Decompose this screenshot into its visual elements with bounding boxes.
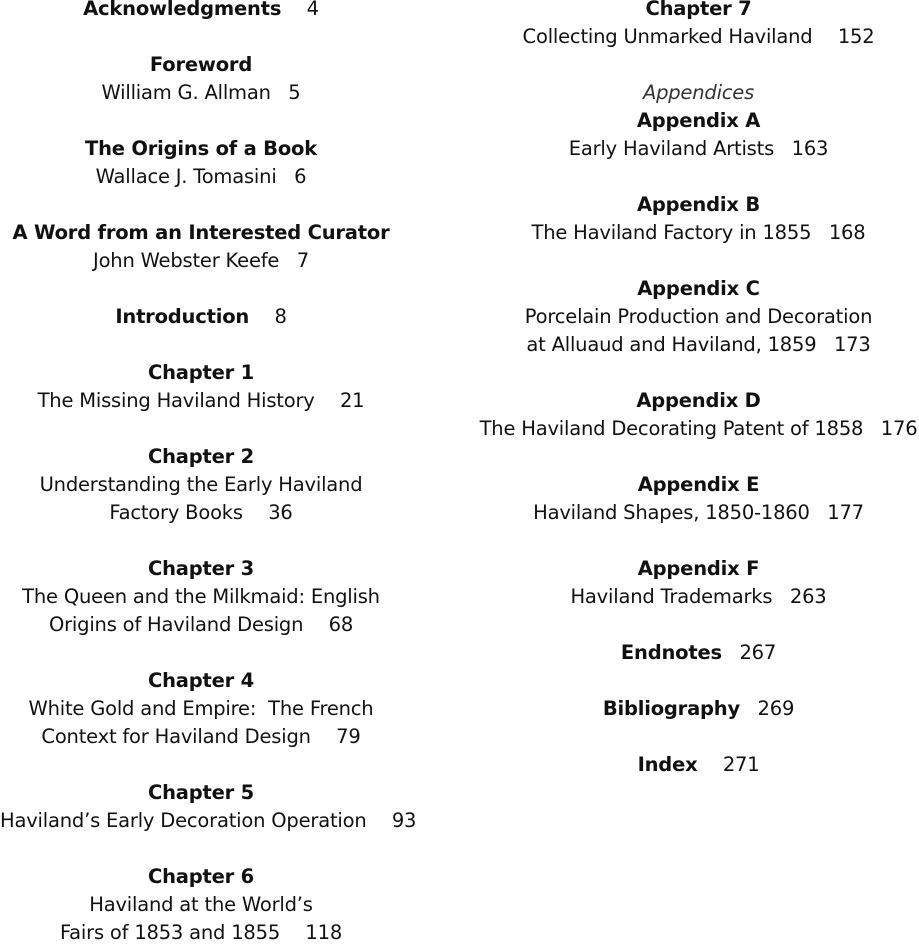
entry-title: Acknowledgments — [83, 0, 282, 20]
toc-entry-appendix-a — [478, 107, 919, 163]
toc-entry-chapter-3 — [0, 555, 402, 639]
chapter-title: Haviland at the World’s — [89, 893, 313, 916]
toc-entry-chapter-1 — [0, 359, 402, 415]
toc-entry-appendix-e — [478, 471, 919, 527]
toc-entry-foreword — [0, 51, 402, 107]
entry-title: The Origins of a Book — [84, 137, 318, 160]
toc-entry-origins — [0, 135, 402, 191]
toc-entry-chapter-5 — [0, 779, 417, 835]
toc-entry-appendix-b — [478, 191, 919, 247]
toc-entry-chapter-4 — [0, 667, 402, 751]
page-number: 267 — [739, 641, 777, 664]
chapter-title: Collecting Unmarked Haviland — [522, 25, 813, 48]
page-number: 5 — [288, 81, 301, 104]
page-number: 263 — [789, 585, 827, 608]
toc-entry-appendix-d — [478, 387, 919, 443]
page-number: 173 — [833, 333, 871, 356]
appendix-title: Haviland Trademarks — [570, 585, 773, 608]
page-number: 152 — [837, 25, 875, 48]
page-number: 118 — [305, 921, 343, 944]
appendices-heading: Appendices — [642, 81, 755, 104]
chapter-label: Chapter 1 — [147, 361, 255, 384]
chapter-title: The Queen and the Milkmaid: English — [22, 585, 380, 608]
page-number: 7 — [296, 249, 309, 272]
page-number: 8 — [274, 305, 287, 328]
chapter-title: The Missing Haviland History — [37, 389, 315, 412]
chapter-label: Chapter 4 — [147, 669, 255, 692]
page-number: 21 — [339, 389, 365, 412]
page-number: 4 — [306, 0, 319, 20]
entry-title: Introduction — [115, 305, 250, 328]
chapter-title-cont: Origins of Haviland Design — [48, 613, 304, 636]
entry-title: A Word from an Interested Curator — [12, 221, 390, 244]
page-number: 177 — [827, 501, 864, 524]
appendix-title: Early Haviland Artists — [568, 137, 775, 160]
chapter-label: Chapter 5 — [147, 781, 255, 804]
page-number: 269 — [757, 697, 795, 720]
entry-author: Wallace J. Tomasini — [95, 165, 277, 188]
toc-entry-endnotes — [478, 639, 919, 667]
appendix-title: Haviland Shapes, 1850-1860 — [533, 501, 810, 524]
entry-title: Index — [637, 753, 698, 776]
entry-title: Endnotes — [620, 641, 722, 664]
toc-right-column — [478, 0, 919, 779]
appendix-title: The Haviland Factory in 1855 — [531, 221, 812, 244]
toc-entry-chapter-7 — [478, 0, 919, 51]
appendix-label: Appendix F — [637, 557, 760, 580]
page-number: 68 — [328, 613, 354, 636]
toc-entry-appendix-c — [478, 275, 919, 359]
page-number: 79 — [336, 725, 361, 748]
chapter-title: Understanding the Early Haviland — [39, 473, 363, 496]
page-number: 168 — [828, 221, 866, 244]
entry-author: William G. Allman — [101, 81, 271, 104]
entry-title: Bibliography — [602, 697, 740, 720]
appendix-title-cont: at Alluaud and Haviland, 1859 — [526, 333, 817, 356]
appendix-title: Porcelain Production and Decoration — [524, 305, 873, 328]
chapter-title-cont: Factory Books — [109, 501, 243, 524]
page-number: 36 — [268, 501, 293, 524]
appendix-label: Appendix D — [636, 389, 761, 412]
chapter-label: Chapter 3 — [147, 557, 255, 580]
appendix-label: Appendix E — [637, 473, 760, 496]
page-number: 163 — [791, 137, 829, 160]
toc-left-column — [0, 0, 417, 947]
chapter-title-cont: Context for Haviland Design — [41, 725, 311, 748]
chapter-title: White Gold and Empire: The French — [28, 697, 374, 720]
toc-entry-chapter-6 — [0, 863, 402, 947]
entry-title: Foreword — [149, 53, 253, 76]
chapter-label: Chapter 7 — [645, 0, 752, 20]
appendix-title: The Haviland Decorating Patent of 1858 — [479, 417, 864, 440]
toc-entry-bibliography — [478, 695, 919, 723]
toc-entry-index — [478, 751, 919, 779]
entry-author: John Webster Keefe — [93, 249, 280, 272]
toc-entry-chapter-2 — [0, 443, 402, 527]
toc-entry-curator — [0, 219, 402, 275]
toc-entry-acknowledgments — [0, 0, 402, 23]
page-number: 176 — [880, 417, 918, 440]
page-number: 93 — [391, 809, 417, 832]
chapter-title: Haviland’s Early Decoration Operation — [0, 809, 367, 832]
toc-entry-introduction — [0, 303, 402, 331]
appendix-label: Appendix C — [637, 277, 760, 300]
toc-entry-appendix-f — [478, 555, 919, 611]
appendix-label: Appendix B — [637, 193, 760, 216]
chapter-label: Chapter 6 — [147, 865, 255, 888]
chapter-label: Chapter 2 — [147, 445, 255, 468]
chapter-title-cont: Fairs of 1853 and 1855 — [59, 921, 281, 944]
appendix-label: Appendix A — [636, 109, 761, 132]
page-number: 271 — [722, 753, 760, 776]
page-number: 6 — [294, 165, 307, 188]
